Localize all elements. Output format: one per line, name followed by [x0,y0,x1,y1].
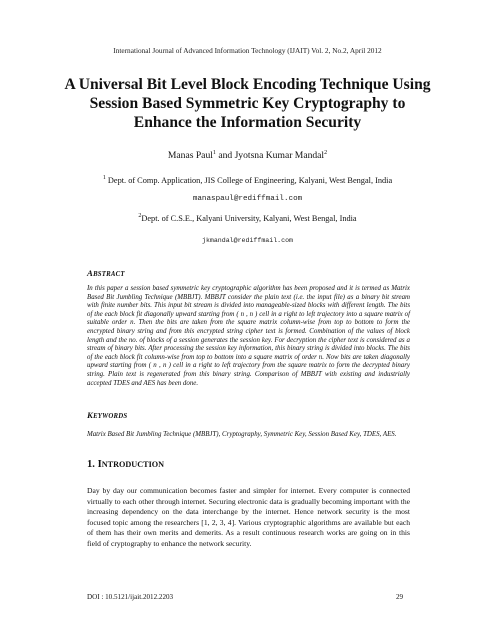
email-1: manaspaul@rediffmail.com [192,195,303,203]
author-1: Manas Paul [167,150,213,162]
journal-header: International Journal of Advanced Information Technology (IJAIT) Vol. 2, No.2, April 2012 [113,46,382,55]
introduction-text: Day by day our communication becomes faster and simpler for internet. Every computer is connected virtually to each other through internet. Securing electronic data is gradually becoming important with the increasing dependency on the data interchange by the internet. Hence network security is the most focused topic among the researchers [1, 2, 3, 4]. Various cryptographic algorithms are available but each of them has their own merits and demerits. As a result continuous research works are going on in this field of cryptography to enhance the network security. [87,486,410,548]
email-2: jkmandal@rediffmail.com [201,237,293,244]
introduction-heading-initial: I [97,459,102,470]
keywords-heading-initial: K [87,410,94,420]
author-line [0,150,495,161]
page-number: 29 [396,593,404,601]
author-1-superscript: 1 [212,150,216,156]
affiliation-2 [0,213,495,223]
abstract-heading [87,268,125,278]
keywords-heading [87,410,127,420]
author-conjunction: and [215,150,235,162]
doi-footer: DOI : 10.5121/ijait.2012.2203 [87,593,174,601]
keywords-text: Matrix Based Bit Jumbling Technique (MBBJT), Cryptography, Symmetric Key, Session Based Key, TDES, AES. [87,431,397,438]
author-2-superscript: 2 [324,150,328,156]
introduction-heading-rest: NTRODUCTION [101,460,165,469]
affiliation-2-superscript: 2 [138,213,142,219]
abstract-text: In this paper a session based symmetric key cryptographic algorithm has been proposed and it is termed as Matrix Based Bit Jumbling Technique (MBBJT). MBBJT consider the plain text (i.e. the input file) as a binary bit stream with finite number bits. This input bit stream is divided into manageable-sized blocks with different length. The bits of the each block fit diagonally upward starting from ( n , n ) cell in a right to left trajectory into a square matrix of suitable order n. Then the bits are taken from the square matrix column-wise from top to bottom to form the encrypted binary string and from this encrypted string cipher text is formed. Combination of the values of block length and the no. of blocks of a session generates the session key. For decryption the cipher text is considered as a stream of binary bits. After processing the session key information, this binary string is divided into blocks. The bits of the each block fit column-wise from top to bottom into a square matrix of order n. Now bits are taken diagonally upward starting from ( n , n ) cell in a right to left trajectory from the square matrix to form the decrypted binary string. Plain text is regenerated from this binary string. Comparison of MBBJT with existing and industrially accepted TDES and AES has been done. [87,285,410,387]
affiliation-1 [0,175,495,185]
affiliation-2-text: Dept. of C.S.E., Kalyani University, Kalyani, West Bengal, India [141,213,357,223]
abstract-heading-rest: BSTRACT [93,271,125,278]
author-2: Jyotsna Kumar Mandal [234,150,325,162]
affiliation-1-text: Dept. of Comp. Application, JIS College of Engineering, Kalyani, West Bengal, India [105,175,393,185]
introduction-heading-number: 1. [87,459,98,470]
affiliation-1-superscript: 1 [102,175,106,181]
abstract-heading-initial: A [87,268,94,278]
paper-title: A Universal Bit Level Block Encoding Technique Using Session Based Symmetric Key Cryptography to Enhance the Information Security [64,76,431,131]
keywords-heading-rest: EYWORDS [93,413,128,420]
introduction-heading [87,459,164,470]
